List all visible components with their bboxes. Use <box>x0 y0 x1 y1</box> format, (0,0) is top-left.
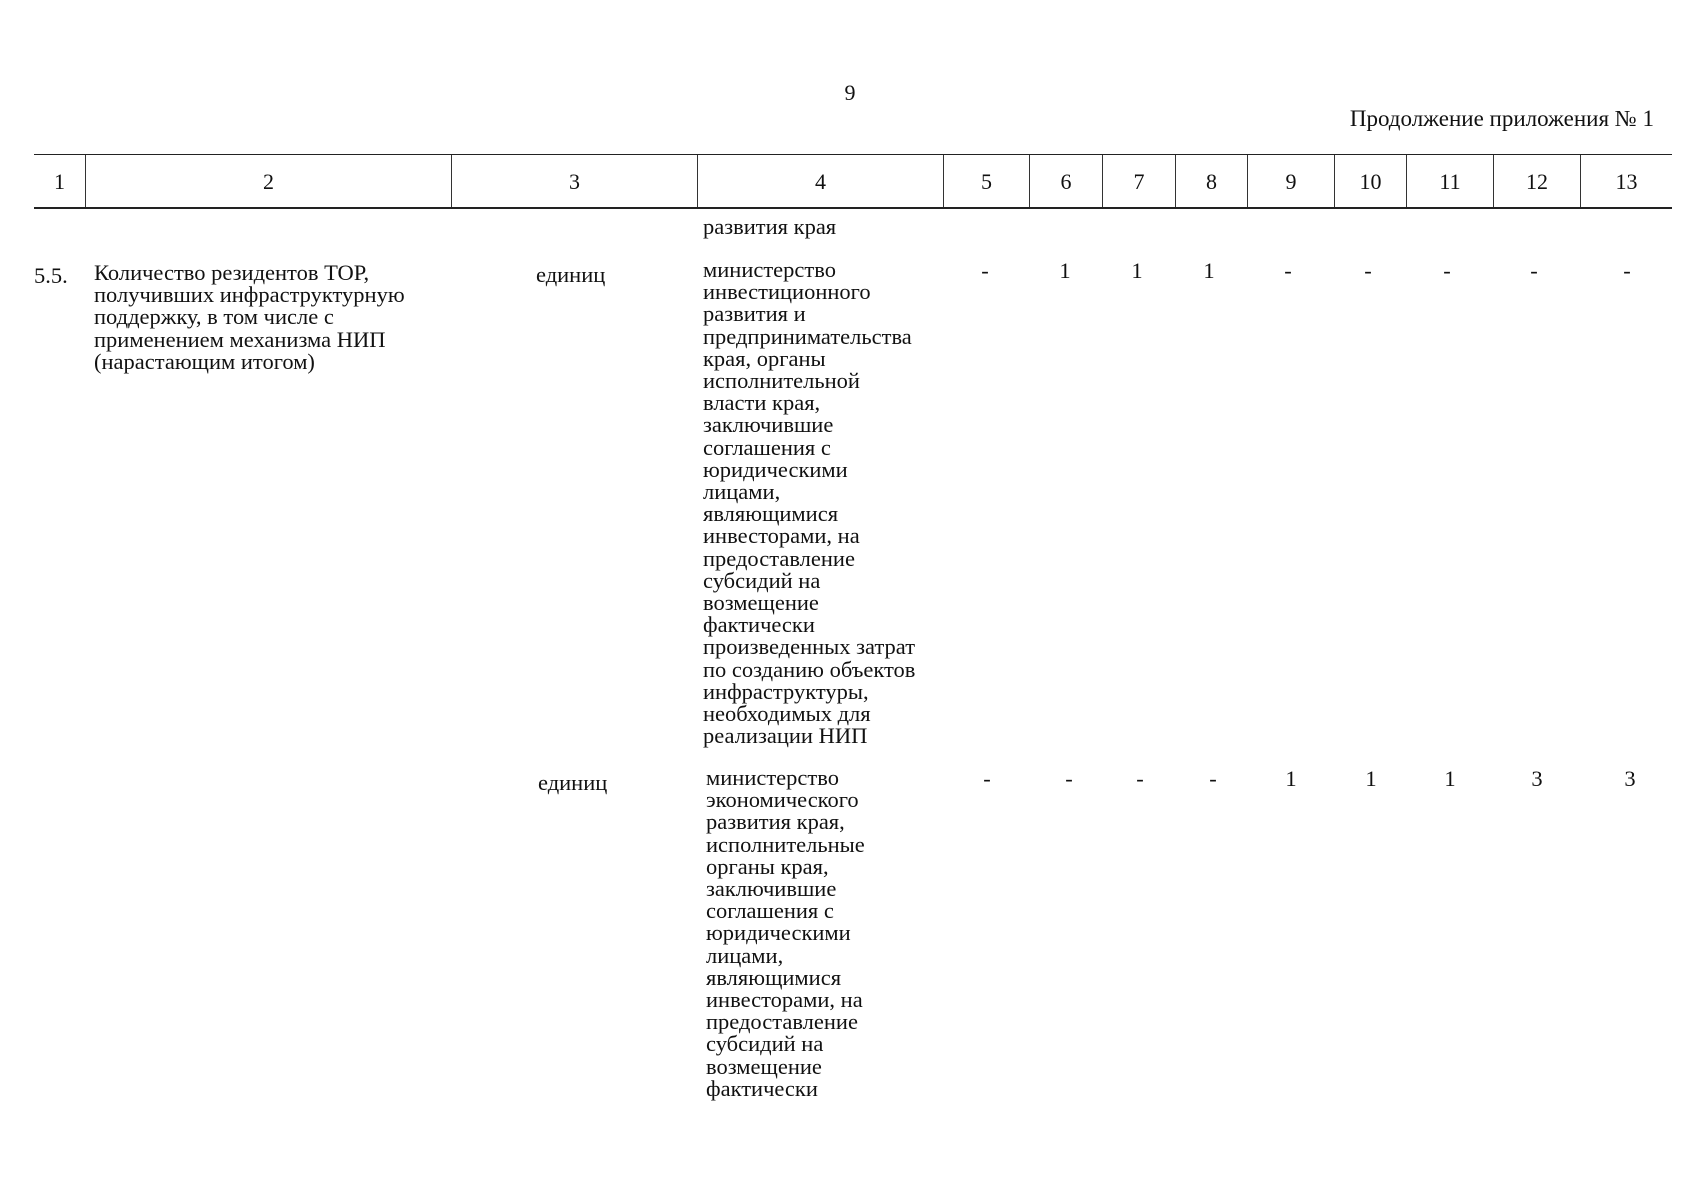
value-col-13: - <box>1623 258 1631 283</box>
header-col-4: 4 <box>697 155 943 208</box>
value-col-8: - <box>1209 766 1217 791</box>
header-col-11: 11 <box>1406 155 1493 208</box>
header-col-6: 6 <box>1029 155 1102 208</box>
value-col-11: 1 <box>1444 766 1456 791</box>
header-col-2: 2 <box>85 155 451 208</box>
value-col-11: - <box>1443 258 1451 283</box>
responsible-executor: министерство экономического развития края, исполнительные органы края, заключившие соглашения с юридическими лицами, являющимися инвесторами, на предоставление субсидий на возмещение фактически <box>706 765 865 1101</box>
row-number: 5.5. <box>34 263 68 288</box>
value-col-6: - <box>1065 766 1073 791</box>
appendix-continuation-note: Продолжение приложения № 1 <box>1349 106 1654 131</box>
value-col-10: - <box>1364 258 1372 283</box>
table-header-border <box>34 207 1672 209</box>
unit-of-measure: единиц <box>538 770 608 795</box>
header-col-1: 1 <box>54 168 65 194</box>
page-number: 9 <box>844 80 856 105</box>
value-col-5: - <box>983 766 991 791</box>
value-col-10: 1 <box>1365 766 1377 791</box>
value-col-9: - <box>1284 258 1292 283</box>
header-col-5: 5 <box>943 155 1029 208</box>
value-col-5: - <box>981 258 989 283</box>
indicator-name: Количество резидентов ТОР, получивших инфраструктурную поддержку, в том числе с применением механизма НИП (нарастающим итогом) <box>94 260 405 374</box>
value-col-6: 1 <box>1059 258 1071 283</box>
continued-responsible-text: развития края <box>703 214 837 239</box>
value-col-13: 3 <box>1624 766 1636 791</box>
value-col-7: 1 <box>1131 258 1143 283</box>
header-col-12: 12 <box>1493 155 1580 208</box>
value-col-12: - <box>1530 258 1538 283</box>
header-col-7: 7 <box>1102 155 1175 208</box>
value-col-9: 1 <box>1285 766 1297 791</box>
value-col-12: 3 <box>1531 766 1543 791</box>
header-col-10: 10 <box>1334 155 1406 208</box>
value-col-7: - <box>1136 766 1144 791</box>
table-header-row <box>34 155 1672 209</box>
header-col-8: 8 <box>1175 155 1247 208</box>
unit-of-measure: единиц <box>536 262 606 287</box>
header-col-13: 13 <box>1580 155 1672 208</box>
header-col-9: 9 <box>1247 155 1334 208</box>
value-col-8: 1 <box>1203 258 1215 283</box>
responsible-executor: министерство инвестиционного развития и предпринимательства края, органы исполнительной власти края, заключившие соглашения с юридическими лицами, являющимися инвесторами, на предоставление субсидий на возмещение фактически произведенных затрат по созданию объектов инфраструктуры, необходимых для реализации НИП <box>703 257 916 749</box>
header-col-3: 3 <box>451 155 697 208</box>
